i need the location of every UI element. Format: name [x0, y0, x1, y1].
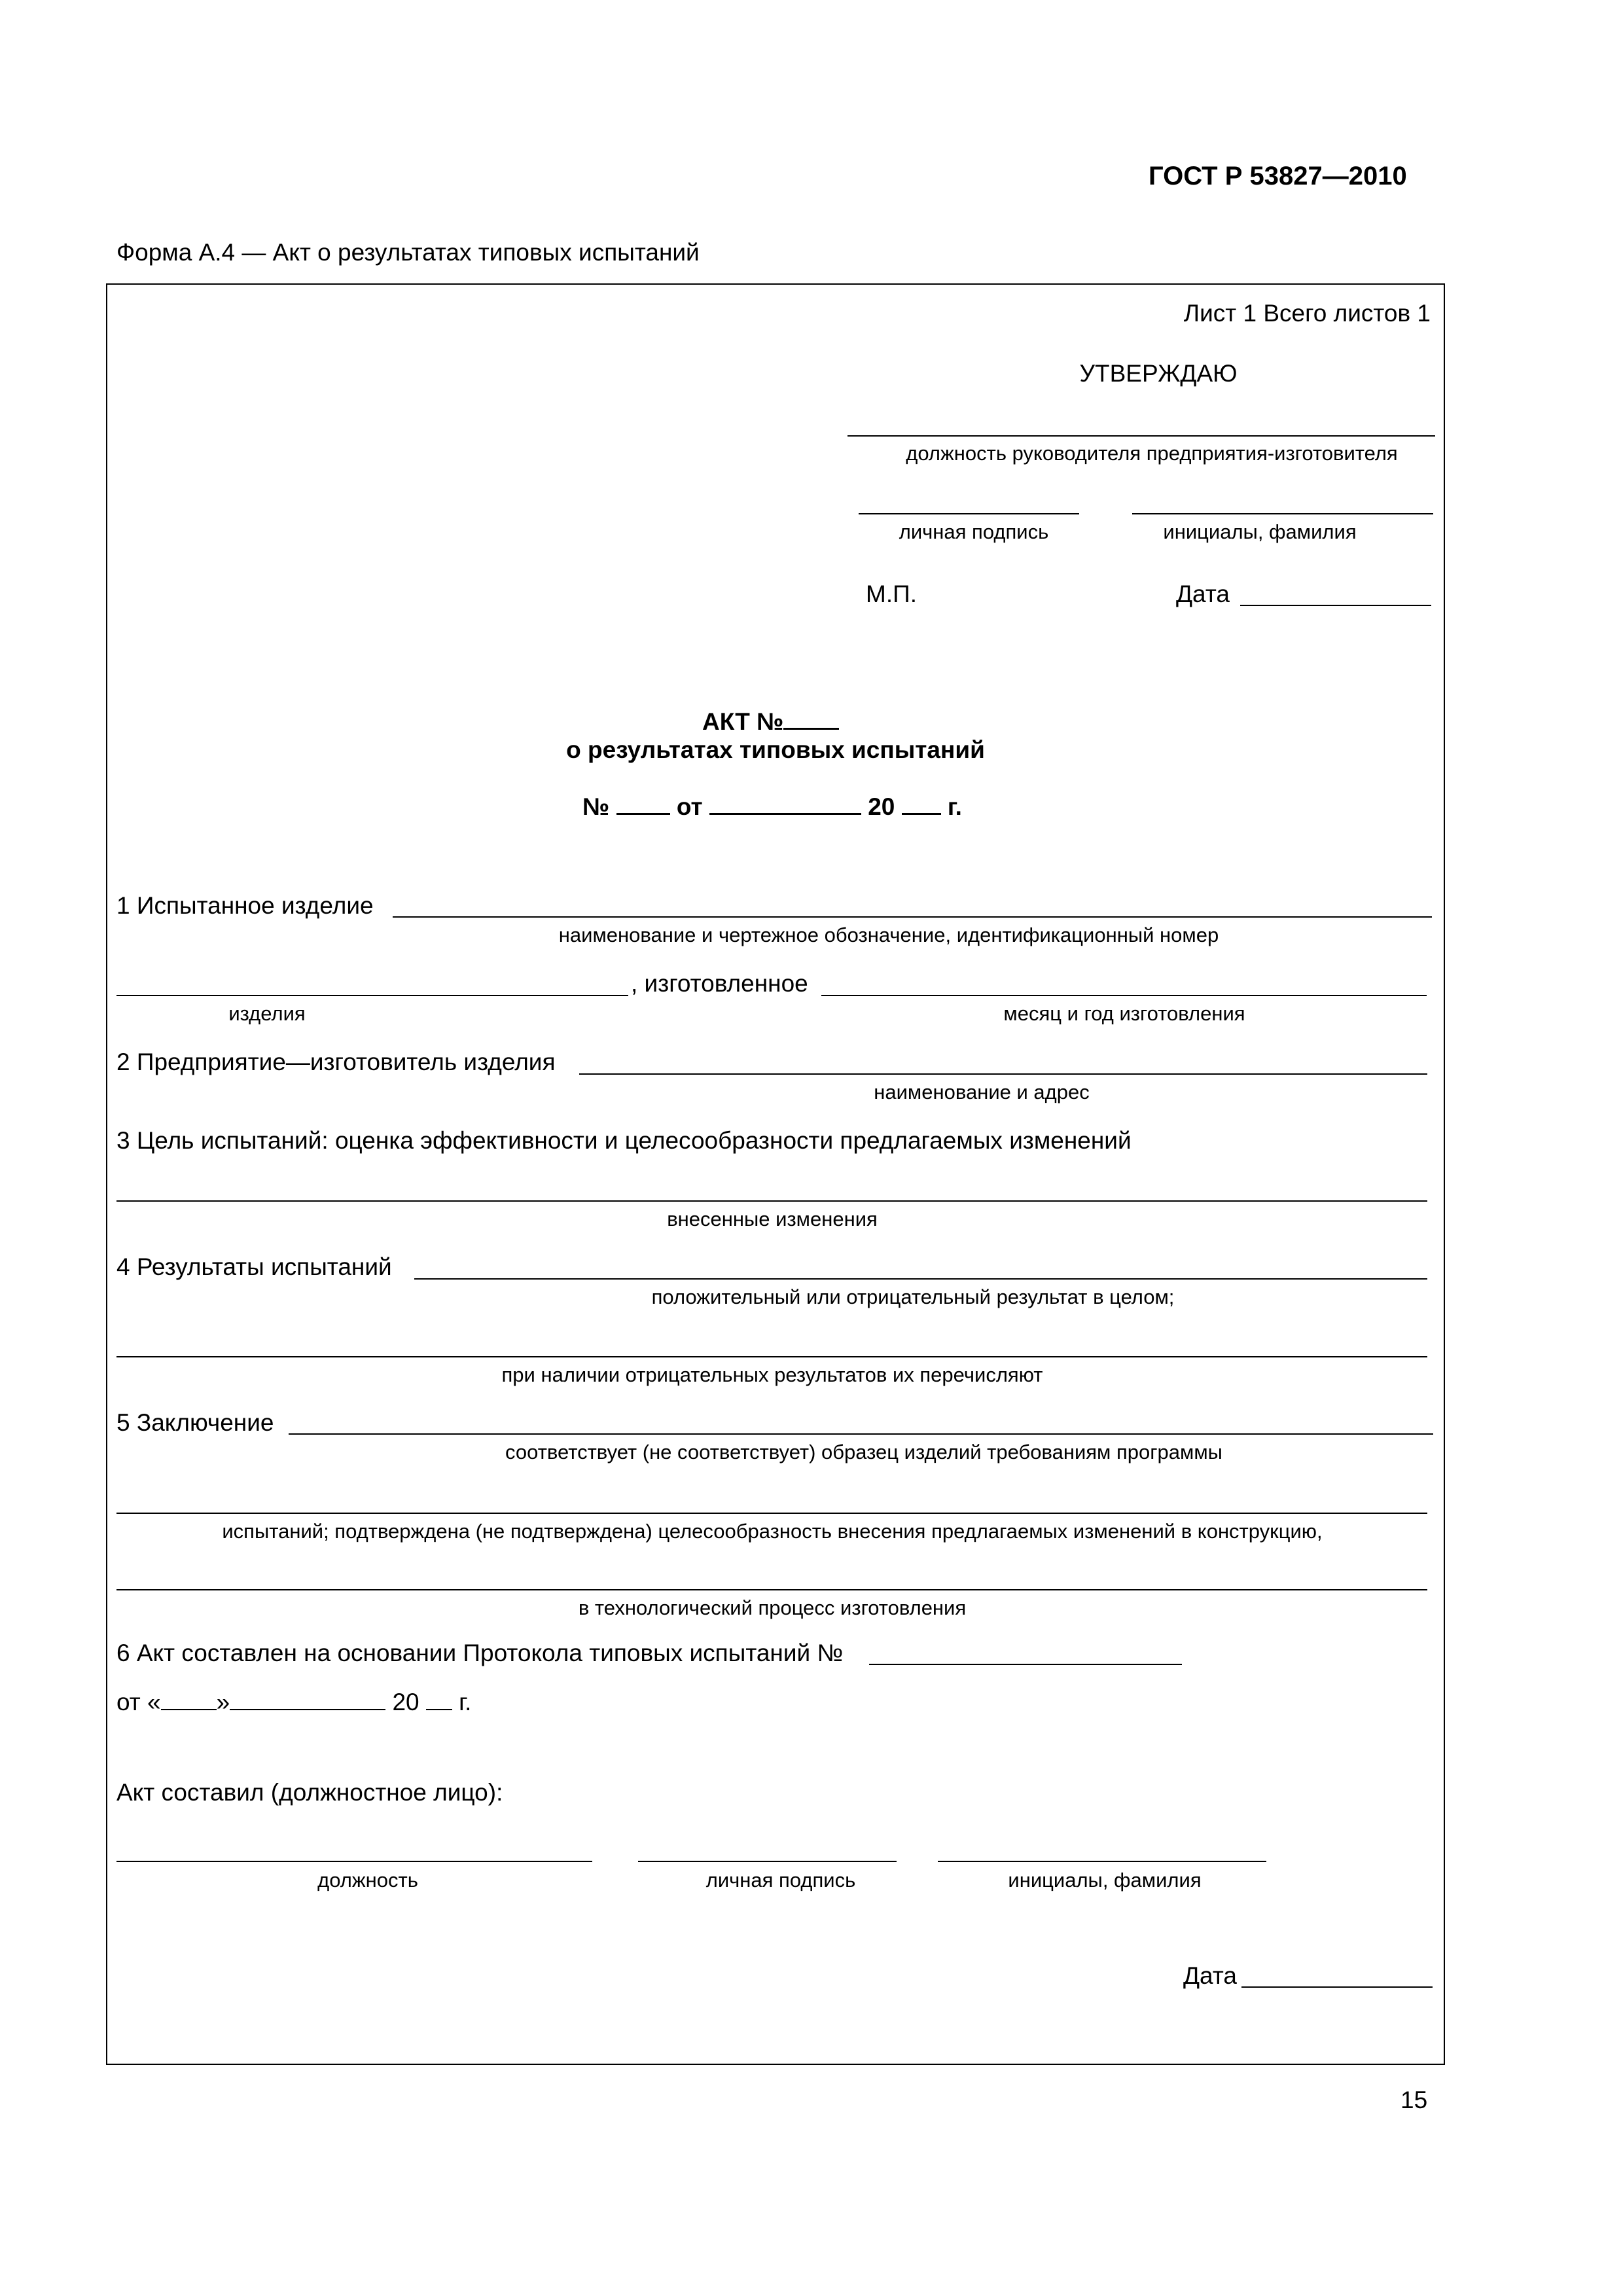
approval-title: УТВЕРЖДАЮ [1079, 360, 1238, 387]
item4-caption-1: положительный или отрицательный результат в целом; [651, 1285, 1175, 1308]
act-number-blank[interactable] [616, 793, 670, 815]
item2-line[interactable] [579, 1073, 1427, 1075]
item6-protocol-line[interactable] [869, 1664, 1182, 1665]
page-number: 15 [1400, 2087, 1428, 2113]
act-number-field[interactable] [783, 707, 839, 730]
item3-label: 3 Цель испытаний: оценка эффективности и целесообразности предлагаемых изменений [116, 1127, 1132, 1154]
item6-day-blank[interactable] [161, 1689, 217, 1710]
item5-label: 5 Заключение [116, 1409, 274, 1436]
composer-signature-line[interactable] [638, 1861, 897, 1862]
approval-date-line[interactable] [1240, 605, 1431, 606]
composer-signature-caption: личная подпись [705, 1869, 856, 1892]
approval-position-line[interactable] [847, 435, 1435, 437]
item1-product-line[interactable] [393, 916, 1432, 918]
item6-month-blank[interactable] [230, 1689, 385, 1710]
act-subtitle: о результатах типовых испытаний [566, 736, 985, 763]
item4-label: 4 Результаты испытаний [116, 1253, 392, 1280]
item5-caption-3: в технологический процесс изготовления [578, 1596, 967, 1619]
act-title: АКТ № [702, 707, 839, 736]
item1-product-line-2[interactable] [116, 995, 628, 996]
item1-label: 1 Испытанное изделие [116, 892, 374, 919]
approval-name-caption: инициалы, фамилия [1163, 520, 1357, 543]
item5-line-2[interactable] [116, 1513, 1427, 1514]
composer-name-line[interactable] [938, 1861, 1266, 1862]
form-caption: Форма А.4 — Акт о результатах типовых испытаний [116, 239, 700, 266]
item2-label: 2 Предприятие—изготовитель изделия [116, 1049, 556, 1075]
item4-caption-2: при наличии отрицательных результатов их перечисляют [501, 1363, 1043, 1386]
approval-signature-caption: личная подпись [899, 520, 1049, 543]
approval-position-caption: должность руководителя предприятия-изготовителя [906, 442, 1398, 465]
item5-caption-1: соответствует (не соответствует) образец изделий требованиям программы [505, 1441, 1222, 1463]
item4-line-2[interactable] [116, 1356, 1427, 1357]
act-date-blank[interactable] [709, 793, 861, 815]
item1-made-label: , изготовленное [631, 970, 808, 997]
item5-line-3[interactable] [116, 1589, 1427, 1590]
item1-caption-right: месяц и год изготовления [1003, 1002, 1245, 1025]
item3-caption: внесенные изменения [667, 1208, 878, 1230]
act-number-line: № от 20 г. [582, 793, 962, 820]
composer-label: Акт составил (должностное лицо): [116, 1779, 503, 1806]
item1-date-line[interactable] [821, 995, 1427, 996]
composer-position-line[interactable] [116, 1861, 592, 1862]
act-year-blank[interactable] [902, 793, 941, 815]
document-id: ГОСТ Р 53827—2010 [1149, 162, 1407, 190]
sheet-info: Лист 1 Всего листов 1 [1183, 300, 1431, 327]
composer-name-caption: инициалы, фамилия [1008, 1869, 1202, 1892]
item1-caption: наименование и чертежное обозначение, идентификационный номер [558, 924, 1219, 946]
item6-label: 6 Акт составлен на основании Протокола типовых испытаний № [116, 1640, 844, 1666]
item4-line-1[interactable] [414, 1278, 1427, 1280]
item6-year-blank[interactable] [426, 1689, 452, 1710]
composer-date-label: Дата [1183, 1962, 1237, 1989]
composer-date-line[interactable] [1241, 1986, 1433, 1988]
item2-caption: наименование и адрес [874, 1081, 1090, 1103]
item5-caption-2: испытаний; подтверждена (не подтверждена) целесообразность внесения предлагаемых изменений в конструкцию, [222, 1520, 1323, 1543]
item6-date: от « » 20 г. [116, 1689, 472, 1715]
approval-date-label: Дата [1176, 581, 1230, 607]
item1-caption-left: изделия [228, 1002, 306, 1025]
item5-line-1[interactable] [289, 1433, 1433, 1435]
composer-position-caption: должность [317, 1869, 418, 1892]
item3-line[interactable] [116, 1200, 1427, 1202]
approval-name-line[interactable] [1132, 513, 1433, 514]
stamp-label: М.П. [866, 581, 917, 607]
approval-signature-line[interactable] [859, 513, 1079, 514]
